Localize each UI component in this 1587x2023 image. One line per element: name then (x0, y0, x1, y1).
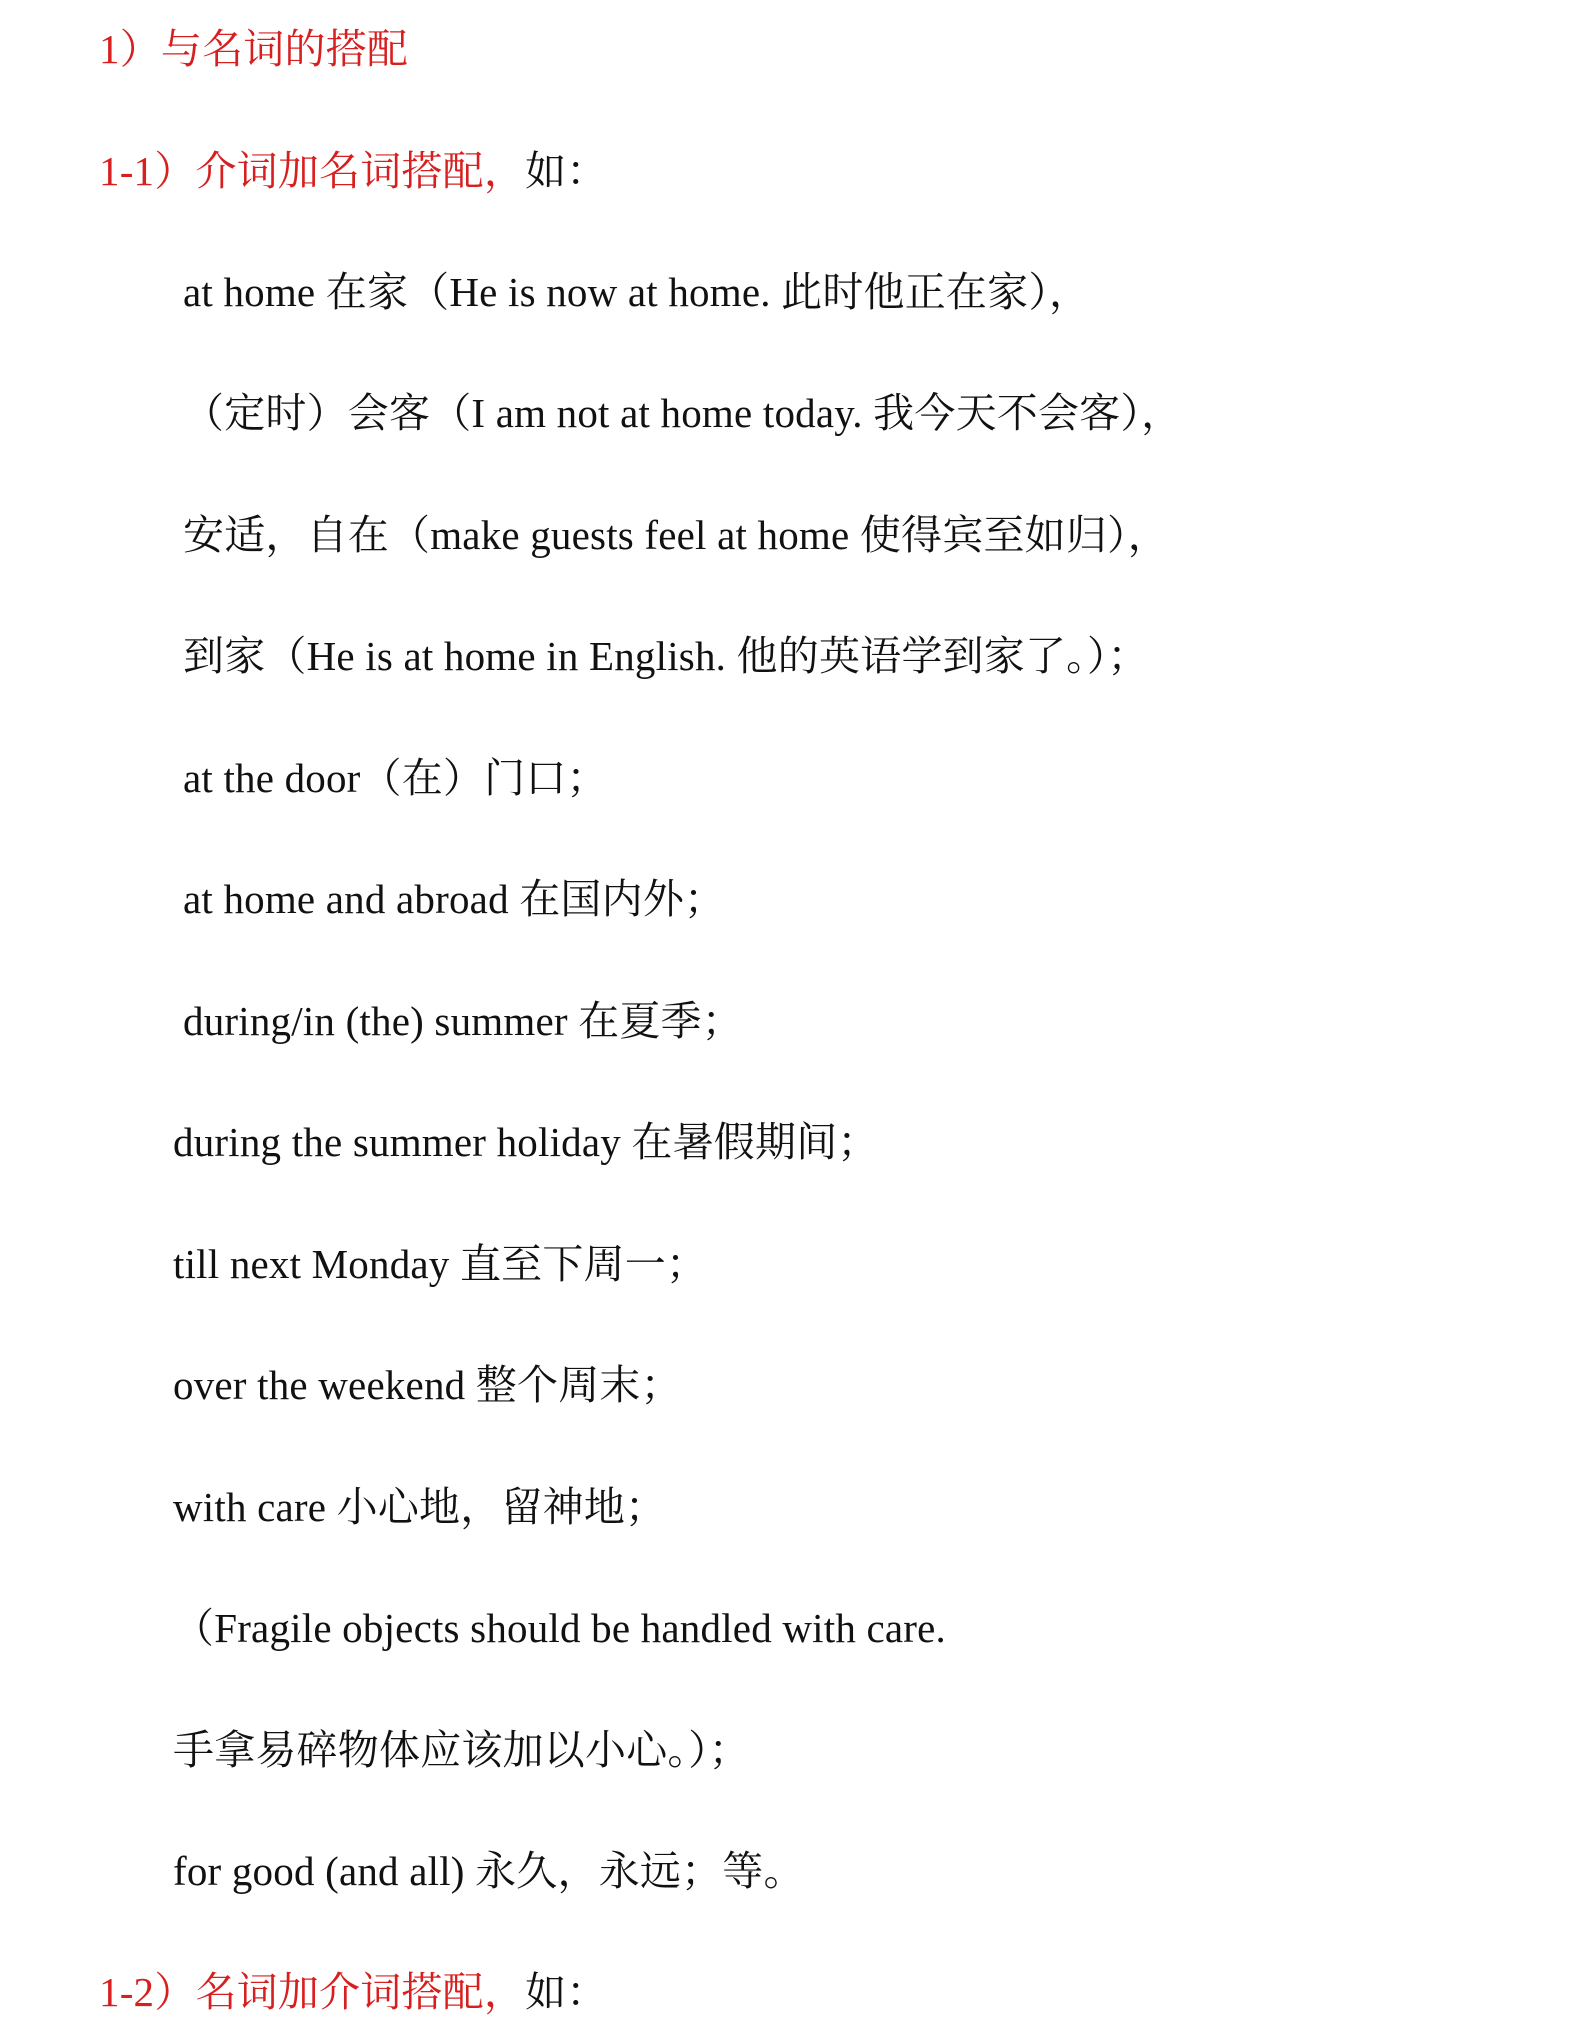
entry-feel-at-home: 安适，自在（make guests feel at home 使得宾至如归）， (183, 512, 1169, 558)
subsection-heading-1-2 (99, 1966, 607, 2018)
subsection-suffix: 如： (525, 148, 608, 194)
entry-at-home: at home 在家（He is now at home. 此时他正在家）， (183, 269, 1091, 315)
entry-at-home-and-abroad: at home and abroad 在国内外； (183, 876, 726, 922)
entry-example-chinese: 手拿易碎物体应该加以小心。）； (173, 1727, 750, 1773)
entry-for-good: for good (and all) 永久，永远；等。 (173, 1848, 805, 1894)
entry-till-next-monday: till next Monday 直至下周一； (173, 1241, 708, 1287)
subsection-label: 1-1）介词加名词搭配， (99, 148, 526, 194)
entry-summer-holiday: during the summer holiday 在暑假期间； (173, 1119, 879, 1165)
entry-at-the-door: at the door（在）门口； (183, 755, 608, 801)
entry-at-home-in-english: 到家（He is at home in English. 他的英语学到家了。）； (183, 633, 1149, 679)
entry-example-english: （Fragile objects should be handled with care. (173, 1605, 946, 1651)
entry-during-summer: during/in (the) summer 在夏季； (183, 998, 743, 1044)
section-heading: 1）与名词的搭配 (99, 26, 409, 72)
subsection-label: 1-2）名词加介词搭配， (99, 1969, 526, 2015)
entry-with-care: with care 小心地，留神地； (173, 1484, 667, 1530)
subsection-suffix: 如： (525, 1969, 608, 2015)
subsection-heading-1-1 (99, 145, 607, 197)
entry-receive-guests: （定时）会客（I am not at home today. 我今天不会客）， (183, 390, 1183, 436)
entry-over-the-weekend: over the weekend 整个周末； (173, 1362, 682, 1408)
